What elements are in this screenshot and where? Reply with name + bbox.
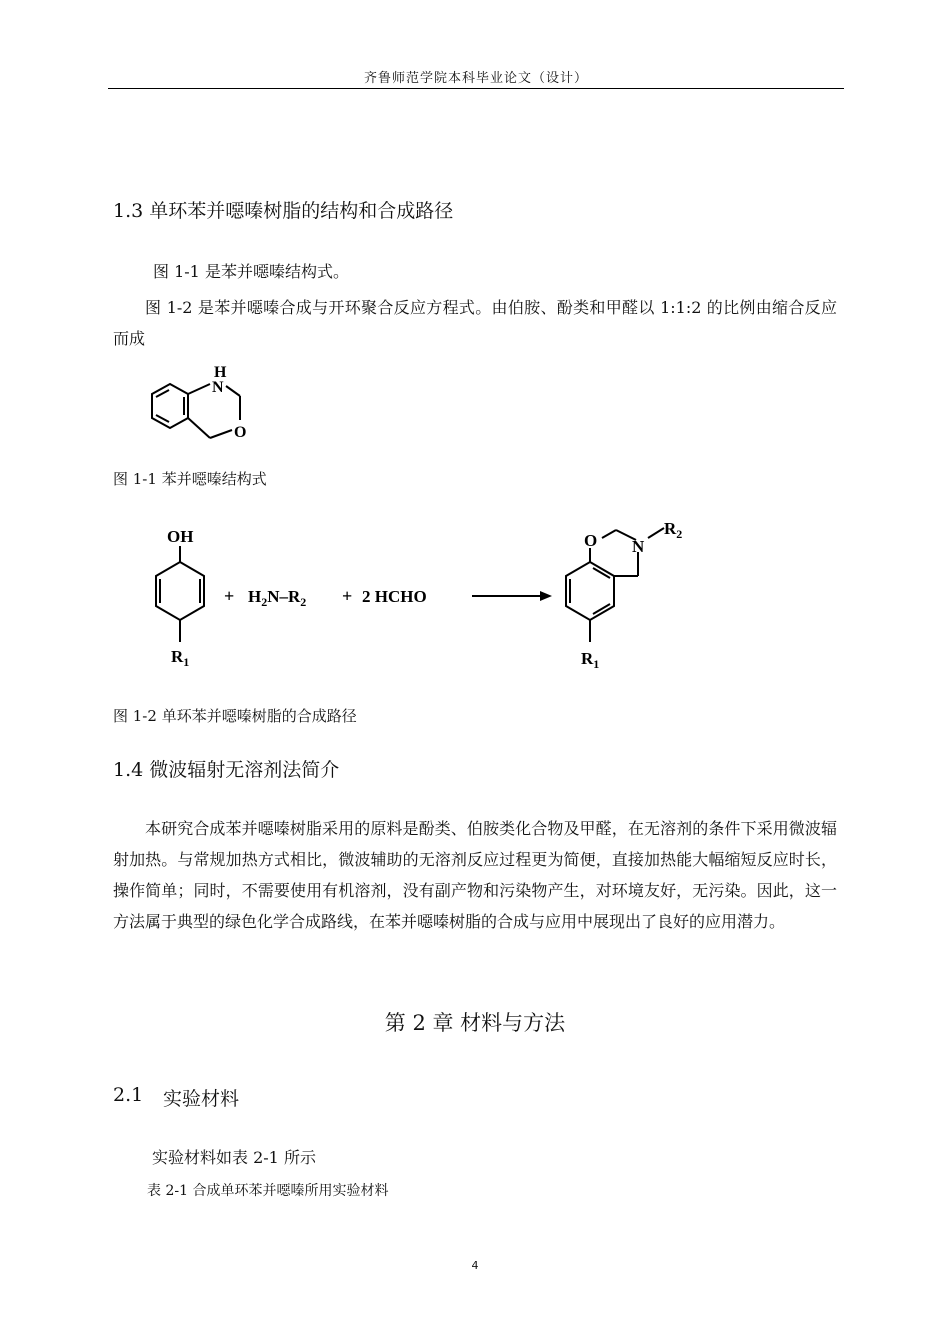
figure-1-1-benzoxazine-structure xyxy=(140,360,270,450)
chapter-2-title: 第 2 章 材料与方法 xyxy=(384,1011,566,1035)
product-o: O xyxy=(584,531,598,550)
product-n: N xyxy=(632,537,645,556)
table-2-1-caption: 表 2-1 合成单环苯并噁嗪所用实验材料 xyxy=(147,1183,389,1199)
phenol-r1: $R_1$ xyxy=(171,647,190,669)
reaction-arrow xyxy=(472,591,552,601)
product-r2: $R_2$ xyxy=(664,519,683,541)
product-r1: $R_1$ xyxy=(581,649,600,671)
section-2-1-number: 2.1 xyxy=(113,1084,144,1106)
figure-1-1-caption: 图 1-1 苯并噁嗪结构式 xyxy=(113,470,267,488)
plus-sign-1: + xyxy=(224,586,235,606)
page-header: 齐鲁师范学院本科毕业论文（设计） xyxy=(363,71,588,86)
plus-sign-2: + xyxy=(342,586,353,606)
figure-1-2-caption: 图 1-2 单环苯并噁嗪树脂的合成路径 xyxy=(113,707,357,725)
section-2-1-title: 实验材料 xyxy=(163,1088,240,1110)
formaldehyde: 2 HCHO xyxy=(362,587,427,606)
atom-n: N xyxy=(212,379,224,396)
page-number: 4 xyxy=(471,1259,479,1272)
product-benzene-ring xyxy=(566,562,614,620)
benzene-ring xyxy=(152,384,188,428)
section-2-1-line1: 实验材料如表 2-1 所示 xyxy=(152,1148,316,1167)
figure-1-2-synthesis-scheme xyxy=(140,518,710,678)
phenol-ring xyxy=(156,562,204,620)
phenol-oh: OH xyxy=(167,527,194,546)
section-1-3-heading: 1.3 单环苯并噁嗪树脂的结构和合成路径 xyxy=(113,200,454,222)
atom-h: H xyxy=(214,364,227,381)
atom-o: O xyxy=(234,424,247,441)
section-1-4-heading: 1.4 微波辐射无溶剂法简介 xyxy=(113,759,340,781)
section-1-4-paragraph: 本研究合成苯并噁嗪树脂采用的原料是酚类、伯胺类化合物及甲醛，在无溶剂的条件下采用微波辐射加热。与常规加热方式相比，微波辅助的无溶剂反应过程更为简便，直接加热能大幅缩短反应时长，操作简单；同时，不需要使用有机溶剂，没有副产物和污染物产生，对环境友好，无污染。因此，这一方法属于典型的绿色化学合成路线，在苯并噁嗪树脂的合成与应用中展现出了良好的应用潜力。 xyxy=(113,819,837,931)
header-rule xyxy=(108,88,844,89)
section-1-3-paragraph: 图 1-2 是苯并噁嗪合成与开环聚合反应方程式。由伯胺、酚类和甲醛以 1:1:2 的比例由缩合反应而成 xyxy=(113,298,837,348)
section-1-3-line1: 图 1-1 是苯并噁嗪结构式。 xyxy=(153,262,349,281)
primary-amine: $H_2N-R_2$ xyxy=(248,587,307,609)
